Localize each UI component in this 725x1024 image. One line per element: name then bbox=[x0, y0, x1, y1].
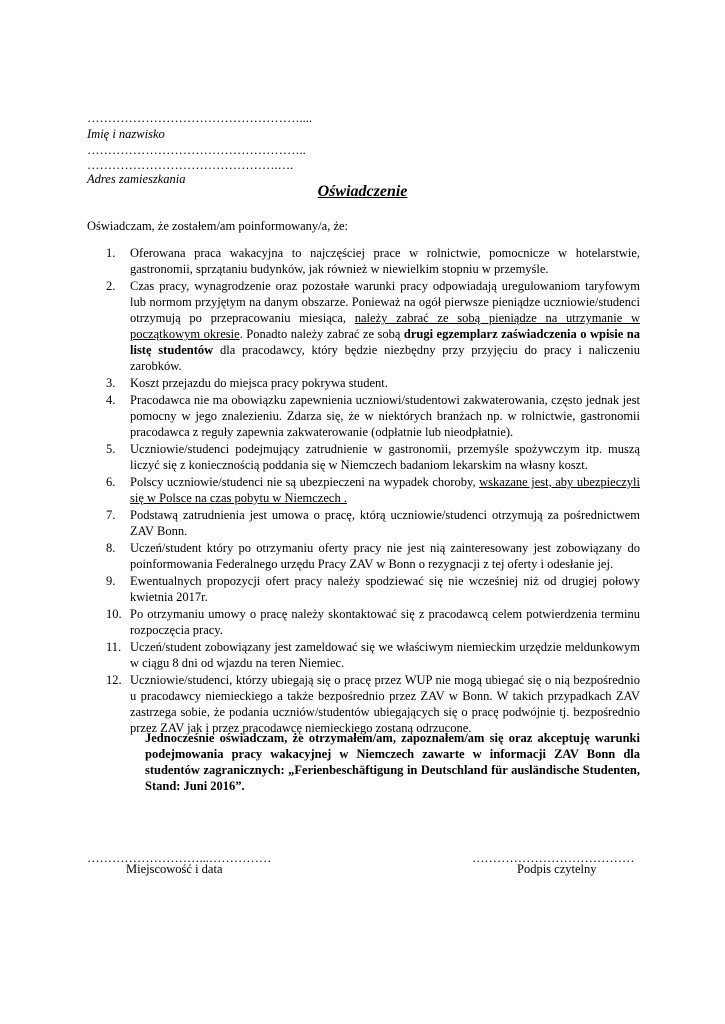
intro-text: Oświadczam, że zostałem/am poinformowany/a, że: bbox=[87, 219, 349, 233]
list-item bbox=[87, 278, 640, 374]
list-item-number: 1. bbox=[106, 246, 116, 260]
list-item bbox=[87, 672, 640, 736]
signature-dots: ………………………………… bbox=[472, 851, 635, 865]
list-item bbox=[87, 474, 640, 506]
list-item-number: 11. bbox=[106, 640, 122, 654]
list-item-text: Ewentualnych propozycji ofert pracy należy spodziewać się nie wcześniej niż od drugiej połowy kwietnia 2017r. bbox=[130, 574, 640, 604]
list-item-text: Czas pracy, wynagrodzenie oraz pozostałe warunki pracy odpowiadają uregulowaniom taryfowym lub normom przyjętym na danym obszarze. Ponieważ na ogół pierwsze pieniądze uczniowie/studenci otrzymują po przepracowaniu miesiąca, bbox=[130, 279, 640, 325]
list-item-number: 9. bbox=[106, 574, 116, 588]
list-item-text: Podstawą zatrudnienia jest umowa o pracę, którą uczniowie/studenci otrzymują za pośrednictwem ZAV Bonn. bbox=[130, 508, 640, 538]
list-item bbox=[87, 507, 640, 539]
list-item bbox=[87, 245, 640, 277]
final-statement: Jednocześnie oświadczam, że otrzymałem/am, zapoznałem/am się oraz akceptuję warunki podejmowania pracy wakacyjnej w Niemczech zawarte w informacji ZAV Bonn dla studentów zagranicznych: „Ferienbeschäftigung in Deutschland für ausländische Studenten, Stand: Juni 2016”. bbox=[145, 731, 640, 793]
list-item-number: 10. bbox=[106, 607, 122, 621]
list-item-text: Uczniowie/studenci, którzy ubiegają się o pracę przez WUP nie mogą ubiegać się o nią bezpośrednio u pracodawcy niemieckiego a także bezpośrednio przez ZAV w Bonn. W takich przypadkach ZAV zastrzega sobie, że podania uczniów/studentów ubiegających się o pracę podwójnie tj. bezpośrednio przez ZAV jak i przez pracodawcę niemieckiego zostaną odrzucone. bbox=[130, 673, 640, 735]
list-item-text: należy zabrać ze sobą pieniądze na utrzymanie w początkowym okresie bbox=[130, 311, 641, 341]
list-item bbox=[87, 639, 640, 671]
list-item bbox=[87, 606, 640, 638]
list-item bbox=[87, 573, 640, 605]
list-item-number: 4. bbox=[106, 393, 116, 407]
list-item-text: dla pracodawcy, który będzie niezbędny przy przyjęciu do pracy i naliczeniu zarobków. bbox=[130, 343, 640, 373]
conditions-list bbox=[87, 245, 640, 737]
list-item-text: Polscy uczniowie/studenci nie są ubezpieczeni na wypadek choroby, bbox=[130, 475, 480, 489]
document-title: Oświadczenie bbox=[317, 183, 408, 200]
list-item bbox=[87, 441, 640, 473]
list-item-text: . Ponadto należy zabrać ze sobą bbox=[239, 327, 404, 341]
list-item-number: 5. bbox=[106, 442, 116, 456]
list-item-number: 12. bbox=[106, 673, 122, 687]
list-item-number: 6. bbox=[106, 475, 116, 489]
list-item-number: 3. bbox=[106, 376, 116, 390]
place-date-dots: ………………………...…………… bbox=[87, 851, 272, 865]
list-item bbox=[87, 540, 640, 572]
signature-label: Podpis czytelny bbox=[517, 862, 597, 876]
address-dots-line-2: ……………………………………….…. bbox=[87, 158, 294, 172]
list-item-text: Oferowana praca wakacyjna to najczęściej prace w rolnictwie, pomocnicze w hotelarstwie, gastronomii, sprzątaniu budynków, jak również w niewielkim stopniu w przemyśle. bbox=[130, 246, 640, 276]
list-item-number: 7. bbox=[106, 508, 116, 522]
address-label: Adres zamieszkania bbox=[87, 172, 186, 186]
list-item-text: drugi egzemplarz zaświadczenia o wpisie na listę studentów bbox=[130, 327, 640, 357]
list-item bbox=[87, 375, 640, 391]
list-item-text: Uczniowie/studenci podejmujący zatrudnienie w gastronomii, przemyśle spożywczym itp. muszą liczyć się z koniecznością poddania się w Niemczech badaniom lekarskim na własny koszt. bbox=[130, 442, 640, 472]
list-item bbox=[87, 392, 640, 440]
place-date-label: Miejscowość i data bbox=[126, 862, 223, 876]
list-item-text: Koszt przejazdu do miejsca pracy pokrywa student. bbox=[130, 376, 388, 390]
list-item-text: Pracodawca nie ma obowiązku zapewnienia uczniowi/studentowi zakwaterowania, często jednak jest pomocny w jego znalezieniu. Zdarza się, że w niektórych branżach np. w rolnictwie, gastronomii pracodawca z reguły zapewnia zakwaterowanie (odpłatnie lub nieodpłatnie). bbox=[130, 393, 640, 439]
name-dots-line: …………………………………………….... bbox=[87, 111, 312, 125]
list-item-text: Uczeń/student który po otrzymaniu oferty pracy nie jest nią zainteresowany jest zobowiązany do poinformowania Federalnego urzędu Pracy ZAV w Bonn o rezygnacji z tej oferty i odesłanie jej. bbox=[130, 541, 640, 571]
list-item-text: Po otrzymaniu umowy o pracę należy skontaktować się z pracodawcą celem potwierdzenia terminu rozpoczęcia pracy. bbox=[130, 607, 640, 637]
list-item-text: Uczeń/student zobowiązany jest zameldować się we właściwym niemieckim urzędzie meldunkowym w ciągu 8 dni od wjazdu na teren Niemiec. bbox=[130, 640, 640, 670]
list-item-text: wskazane jest, aby ubezpieczyli się w Polsce na czas pobytu w Niemczech . bbox=[130, 475, 640, 505]
list-item-number: 8. bbox=[106, 541, 116, 555]
list-item-number: 2. bbox=[106, 279, 116, 293]
name-label: Imię i nazwisko bbox=[87, 127, 165, 141]
address-dots-line-1: …………………………………………….. bbox=[87, 143, 306, 157]
